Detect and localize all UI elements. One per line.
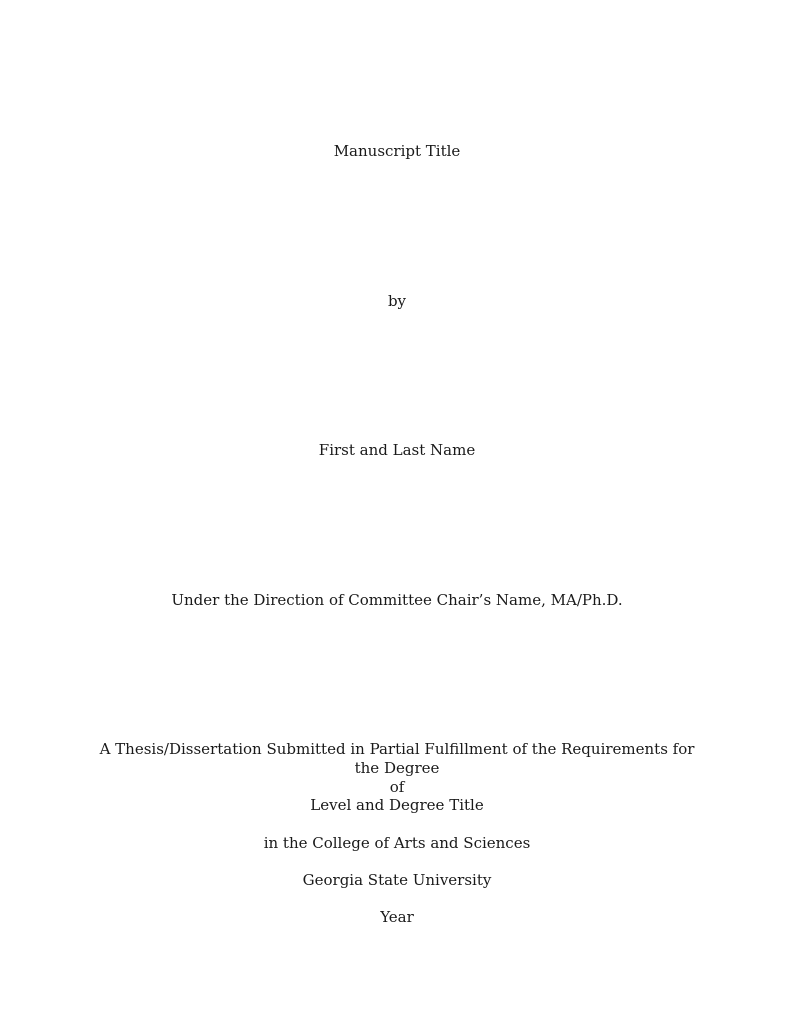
submission-line-1: A Thesis/Dissertation Submitted in Partial Fulfillment of the Requirements for the Degree bbox=[99, 740, 695, 777]
college-name: in the College of Arts and Sciences bbox=[263, 834, 531, 852]
committee-direction: Under the Direction of Committee Chair’s Name, MA/Ph.D. bbox=[171, 591, 623, 609]
submission-line-2: of bbox=[389, 778, 405, 796]
submission-statement bbox=[90, 740, 704, 797]
by-text: by bbox=[387, 292, 407, 310]
degree-title: Level and Degree Title bbox=[310, 796, 484, 814]
author-name: First and Last Name bbox=[318, 441, 476, 459]
manuscript-title: Manuscript Title bbox=[333, 142, 461, 160]
year-text: Year bbox=[380, 908, 414, 926]
university-name: Georgia State University bbox=[302, 871, 492, 889]
